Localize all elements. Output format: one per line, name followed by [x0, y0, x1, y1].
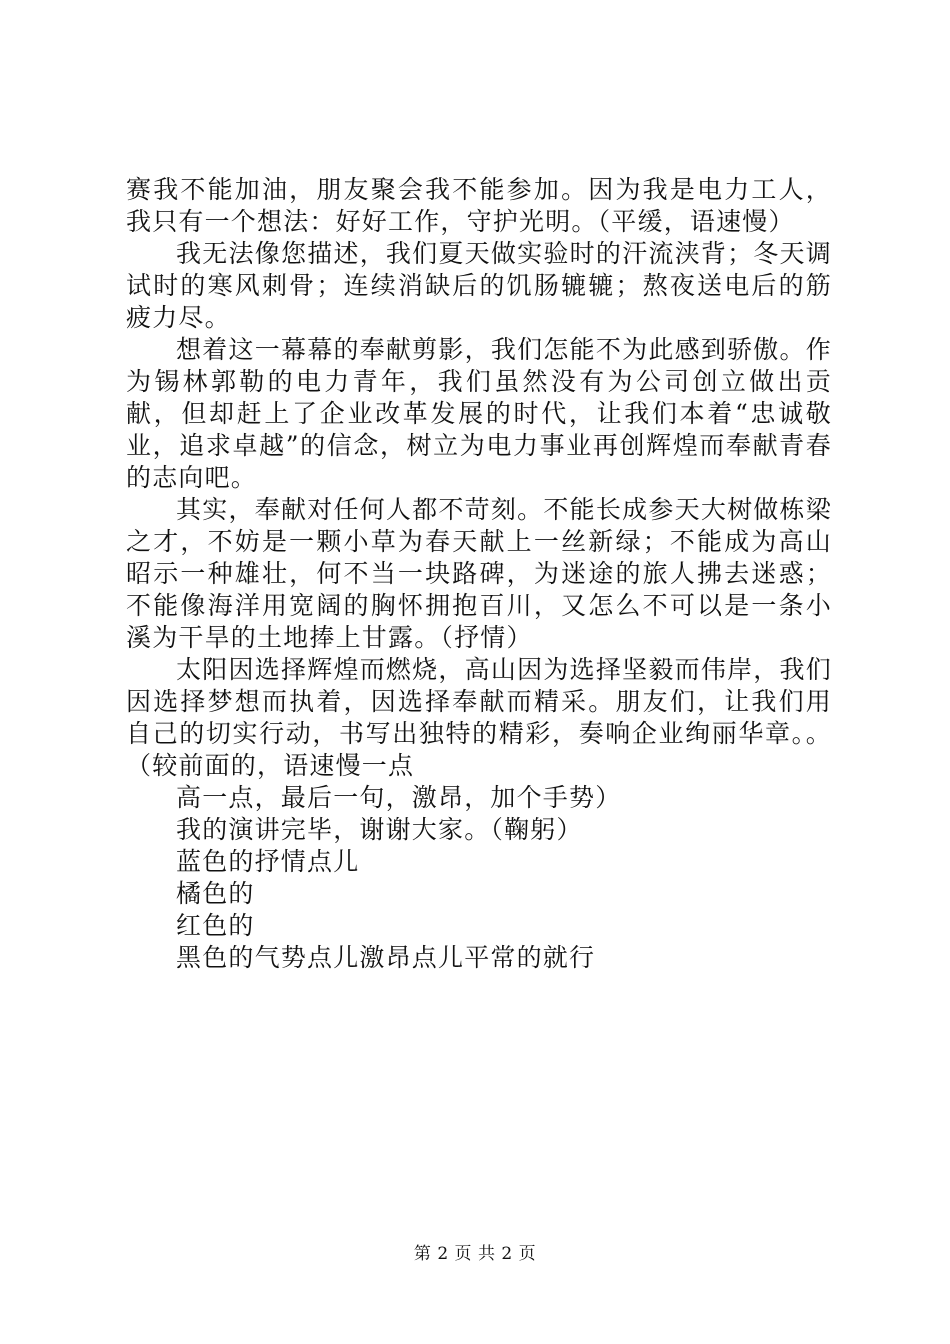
- paragraph-5: 太阳因选择辉煌而燃烧，高山因为选择坚毅而伟岸，我们因选择梦想而执着，因选择奉献而精采。朋友们，让我们用自己的切实行动，书写出独特的精彩，奏响企业绚丽华章。。（较前面的，语速慢一点: [126, 655, 832, 780]
- note-line-2: 我的演讲完毕，谢谢大家。（鞠躬）: [176, 815, 583, 844]
- paragraph-3: 想着这一幕幕的奉献剪影，我们怎能不为此感到骄傲。作为锡林郭勒的电力青年，我们虽然没有为公司创立做出贡献，但却赶上了企业改革发展的时代，让我们本着“忠诚敬业，追求卓越”的信念，树立为电力事业再创辉煌而奉献青春的志向吧。: [126, 335, 832, 492]
- note-line-5: 红色的: [176, 911, 255, 940]
- note-line-1: 高一点，最后一句，激昂，加个手势）: [176, 783, 622, 812]
- note-line-4: 橘色的: [176, 879, 255, 908]
- document-body: [126, 174, 832, 974]
- note-line-3: 蓝色的抒情点儿: [176, 847, 360, 876]
- paragraph-1: 赛我不能加油，朋友聚会我不能参加。因为我是电力工人，我只有一个想法：好好工作，守护光明。（平缓，语速慢）: [126, 175, 832, 236]
- page-footer: 第 2 页 共 2 页: [413, 1244, 537, 1264]
- paragraph-4: 其实，奉献对任何人都不苛刻。不能长成参天大树做栋梁之才，不妨是一颗小草为春天献上一丝新绿；不能成为高山昭示一种雄壮，何不当一块路碑，为迷途的旅人拂去迷惑；不能像海洋用宽阔的胸怀拥抱百川，又怎么不可以是一条小溪为干旱的土地捧上甘露。（抒情）: [126, 495, 832, 652]
- paragraph-2: 我无法像您描述，我们夏天做实验时的汗流浃背；冬天调试时的寒风刺骨；连续消缺后的饥肠辘辘；熬夜送电后的筋疲力尽。: [126, 239, 832, 332]
- note-line-6: 黑色的气势点儿激昂点儿平常的就行: [176, 943, 596, 972]
